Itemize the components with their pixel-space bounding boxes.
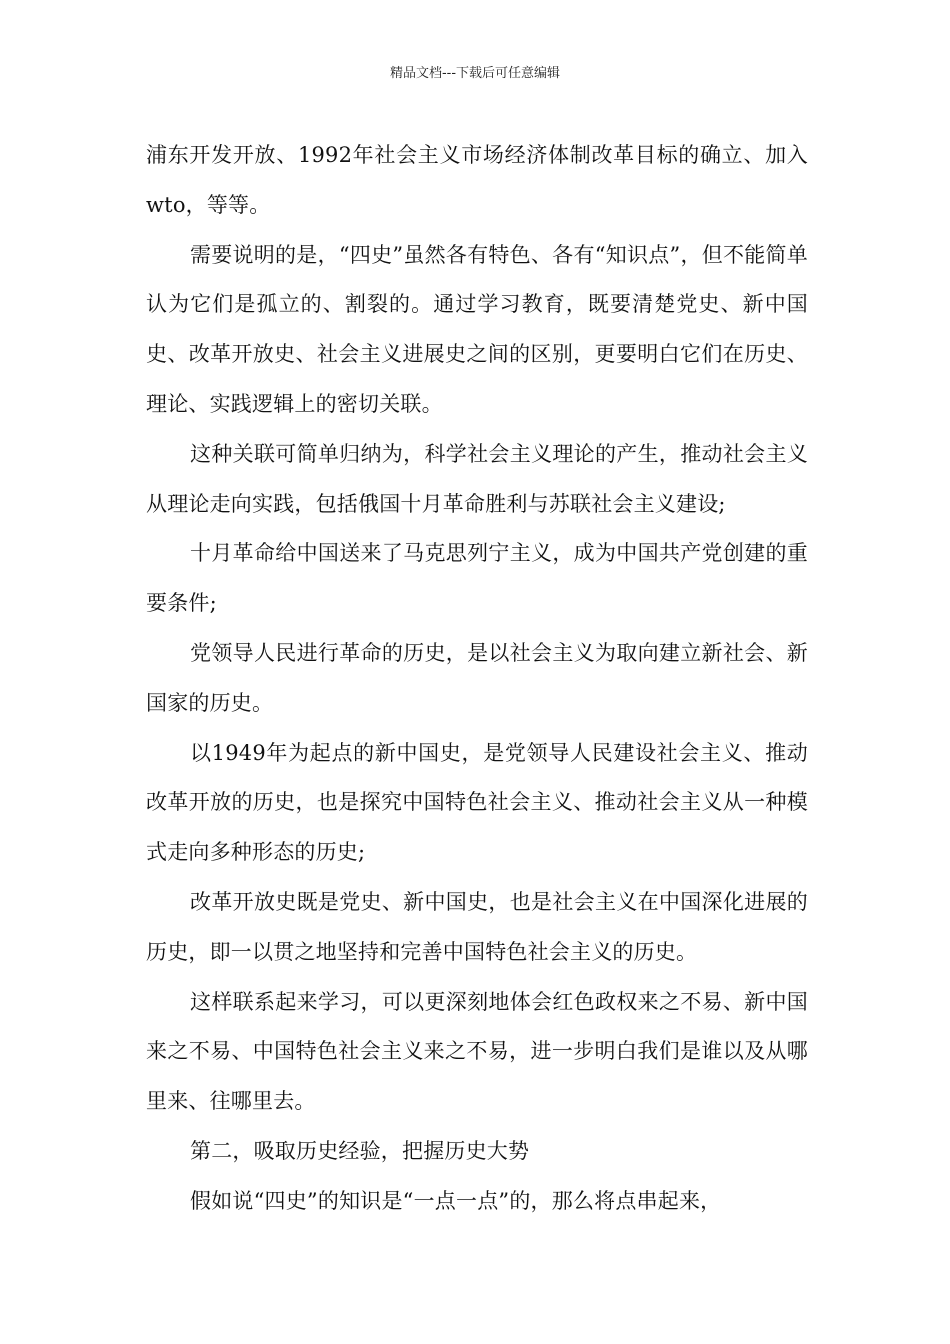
paragraph: 以1949年为起点的新中国史，是党领导人民建设社会主义、推动改革开放的历史，也是探究中国特色社会主义、推动社会主义从一种模式走向多种形态的历史; xyxy=(146,740,808,865)
paragraph: 浦东开发开放、1992年社会主义市场经济体制改革目标的确立、加入wto，等等。 xyxy=(146,143,808,217)
paragraph: 需要说明的是，“四史”虽然各有特色、各有“知识点”，但不能简单认为它们是孤立的、割裂的。通过学习教育，既要清楚党史、新中国史、改革开放史、社会主义进展史之间的区别，更要明白它们在历史、理论、实践逻辑上的密切关联。 xyxy=(146,242,808,416)
paragraph: 假如说“四史”的知识是“一点一点”的，那么将点串起来， xyxy=(190,1188,722,1213)
paragraph: 这样联系起来学习，可以更深刻地体会红色政权来之不易、新中国来之不易、中国特色社会主义来之不易，进一步明白我们是谁以及从哪里来、往哪里去。 xyxy=(146,989,808,1114)
page-header: 精品文档---下载后可任意编辑 xyxy=(389,66,561,81)
paragraph: 这种关联可简单归纳为，科学社会主义理论的产生，推动社会主义从理论走向实践，包括俄国十月革命胜利与苏联社会主义建设; xyxy=(146,441,808,516)
paragraph: 十月革命给中国送来了马克思列宁主义，成为中国共产党创建的重要条件; xyxy=(146,541,808,616)
paragraph: 改革开放史既是党史、新中国史，也是社会主义在中国深化进展的历史，即一以贯之地坚持和完善中国特色社会主义的历史。 xyxy=(146,889,808,964)
document-body xyxy=(146,131,808,1227)
paragraph: 党领导人民进行革命的历史，是以社会主义为取向建立新社会、新国家的历史。 xyxy=(146,640,808,715)
section-heading: 第二，吸取历史经验，把握历史大势 xyxy=(190,1138,530,1163)
